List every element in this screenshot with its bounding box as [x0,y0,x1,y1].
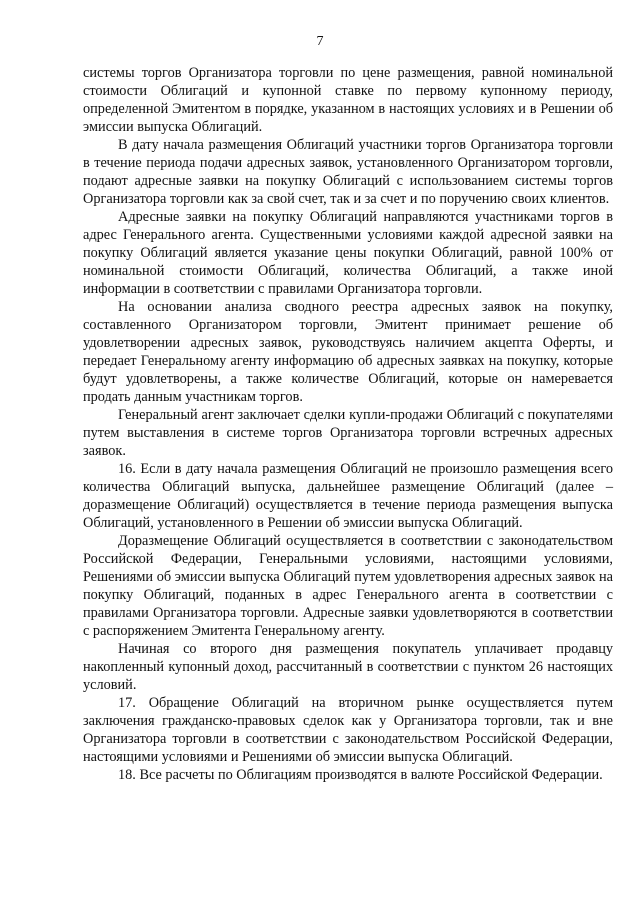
paragraph: Начиная со второго дня размещения покупатель уплачивает продавцу накопленный купонный доход, рассчитанный в соответствии с пунктом 26 настоящих условий. [83,641,613,693]
paragraph: Генеральный агент заключает сделки купли-продажи Облигаций с покупателями путем выставления в системе торгов Организатора торговли встречных адресных заявок. [83,407,613,459]
paragraph-item-16: 16. Если в дату начала размещения Облигаций не произошло размещения всего количества Облигаций выпуска, дальнейшее размещение Облигаций (далее – доразмещение Облигаций) осуществляется в течение периода размещения выпуска Облигаций, установленного в Решении об эмиссии выпуска Облигаций. [83,461,613,531]
paragraph-item-18: 18. Все расчеты по Облигациям производятся в валюте Российской Федерации. [118,767,603,783]
paragraph: На основании анализа сводного реестра адресных заявок на покупку, составленного Организатором торговли, Эмитент принимает решение об удовлетворении адресных заявок, руководствуясь наличием акцепта Оферты, и передает Генеральному агенту информацию об адресных заявках на покупку, которые будут удовлетворены, а также количестве Облигаций, которые он намеревается продать данным участникам торгов. [83,299,613,405]
page-number: 7 [316,34,324,49]
paragraph: системы торгов Организатора торговли по цене размещения, равной номинальной стоимости Облигаций и купонной ставке по первому купонному периоду, определенной Эмитентом в порядке, указанном в настоящих условиях и в Решении об эмиссии выпуска Облигаций. [83,65,613,135]
paragraph: Адресные заявки на покупку Облигаций направляются участниками торгов в адрес Генерального агента. Существенными условиями каждой адресной заявки на покупку Облигаций является указание цены покупки Облигаций, равной 100% от номинальной стоимости Облигаций, количества Облигаций, а также иной информации в соответствии с правилами Организатора торговли. [83,209,613,297]
paragraph: Доразмещение Облигаций осуществляется в соответствии с законодательством Российской Федерации, Генеральными условиями, настоящими условиями, Решениями об эмиссии выпуска Облигаций путем удовлетворения адресных заявок на покупку Облигаций, поданных в адрес Генерального агента в соответствии с правилами Организатора торговли. Адресные заявки удовлетворяются в соответствии с распоряжением Эмитента Генеральному агенту. [83,533,613,639]
paragraph-item-17: 17. Обращение Облигаций на вторичном рынке осуществляется путем заключения гражданско-правовых сделок как у Организатора торговли, так и вне Организатора торговли в соответствии с законодательством Российской Федерации, настоящими условиями и Решениями об эмиссии выпуска Облигаций. [83,695,613,765]
paragraph: В дату начала размещения Облигаций участники торгов Организатора торговли в течение периода подачи адресных заявок, установленного Организатором торговли, подают адресные заявки на покупку Облигаций с использованием системы торгов Организатора торговли как за свой счет, так и за счет и по поручению своих клиентов. [83,137,613,207]
document-body [83,64,613,784]
